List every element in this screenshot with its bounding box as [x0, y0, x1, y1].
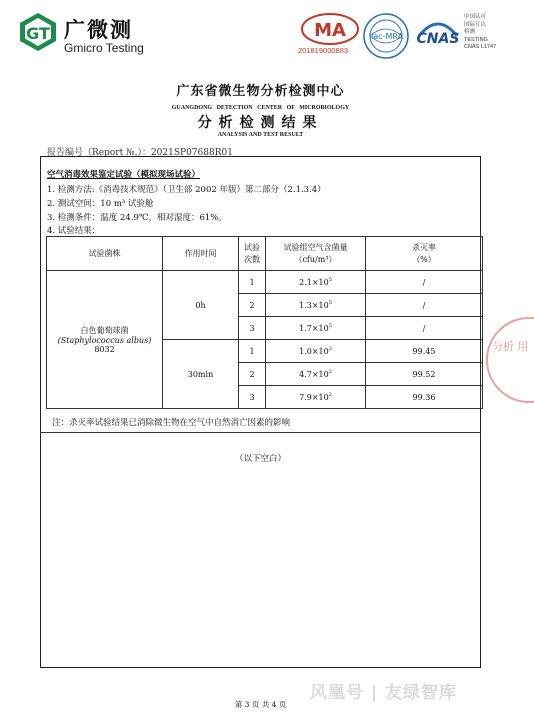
kill-rate-cell: /	[366, 317, 483, 340]
trial-cell: 2	[239, 294, 266, 317]
cnas-line: 检测	[464, 29, 476, 35]
content-frame	[40, 156, 481, 668]
watermark: 风凰号 | 友绿智库	[310, 683, 458, 703]
conc-exp: 5	[328, 300, 332, 306]
header-trial-line: 次数	[244, 254, 260, 264]
note-divider	[40, 432, 481, 433]
conc-exp: 2	[328, 369, 332, 375]
kill-rate-cell: 99.36	[366, 386, 483, 409]
conc-value: 1.0×10	[299, 347, 329, 356]
trial-cell: 2	[239, 363, 266, 386]
space-item: 2. 测试空间：10 m³ 试验舱	[47, 199, 154, 209]
cnas-mark-icon	[413, 16, 463, 56]
strain-cell	[47, 271, 163, 409]
company-name-en: Gmicro Testing	[64, 41, 144, 55]
kill-rate-cell: 99.45	[366, 340, 483, 363]
concentration-cell	[266, 317, 366, 340]
header-kill-rate	[366, 237, 483, 271]
table-row	[47, 271, 483, 294]
cma-number: 201819000883	[298, 46, 349, 55]
table-header-row	[47, 237, 483, 271]
conc-exp: 5	[328, 277, 332, 283]
report-title: 分析检测结果	[197, 115, 324, 131]
conc-exp: 5	[328, 323, 332, 329]
condition-item: 3. 检测条件：温度 24.9℃，相对湿度：61%。	[47, 213, 227, 223]
conc-value: 4.7×10	[299, 370, 329, 379]
kill-rate-cell: /	[366, 271, 483, 294]
conc-value: 1.3×10	[299, 301, 329, 310]
red-seal-icon	[484, 310, 534, 410]
cma-mark-icon	[300, 12, 360, 46]
concentration-cell	[266, 294, 366, 317]
header-concentration	[266, 237, 366, 271]
trial-cell: 3	[239, 386, 266, 409]
conc-value: 1.7×10	[299, 324, 329, 333]
conc-value: 2.1×10	[299, 278, 329, 287]
cnas-line: CNAS L1747	[464, 44, 497, 50]
trial-cell: 3	[239, 317, 266, 340]
time-cell: 30min	[163, 340, 239, 409]
results-table	[46, 236, 483, 409]
strain-name-cn: 白色葡萄球菌	[80, 326, 129, 335]
seal-text: 分析 用	[492, 340, 529, 353]
concentration-cell	[266, 363, 366, 386]
center-title-en: GUANGDONG DETECTION CENTER OF MICROBIOLOGY	[171, 105, 350, 111]
ilac-label: ilac-MRA	[368, 32, 404, 41]
kill-rate-cell: /	[366, 294, 483, 317]
section-title: 空气消毒效果鉴定试验（模拟现场试验）	[47, 170, 201, 180]
trial-cell: 1	[239, 340, 266, 363]
result-item: 4. 试验结果：	[47, 226, 101, 236]
header-trial	[239, 237, 266, 271]
company-name-cn: 广微测	[64, 18, 133, 42]
cnas-line: TESTING	[464, 36, 488, 43]
cnas-line: 中国认可	[464, 14, 487, 20]
svg-text:GT: GT	[26, 24, 50, 43]
cnas-caption	[464, 14, 519, 52]
blank-below: （以下空白）	[234, 454, 286, 464]
header-strain: 试验菌株	[47, 237, 163, 271]
strain-name-latin: (Staphylococcus albus)	[57, 336, 152, 345]
header-kill-line: 杀灭率	[412, 242, 436, 252]
header-time: 作用时间	[163, 237, 239, 271]
concentration-cell	[266, 386, 366, 409]
conc-exp: 3	[328, 346, 332, 352]
conc-exp: 2	[328, 392, 332, 398]
cnas-line: 国际互认	[464, 21, 487, 28]
header-trial-line: 试验	[244, 242, 260, 252]
ilac-mra-icon	[362, 12, 410, 60]
concentration-cell	[266, 271, 366, 294]
cnas-label: CNAS	[416, 31, 460, 47]
concentration-cell	[266, 340, 366, 363]
time-cell: 0h	[163, 271, 239, 340]
header-conc-line: 试验组空气含菌量	[283, 242, 348, 252]
center-title: 广东省微生物分析检测中心	[176, 84, 345, 99]
table-note: 注：杀灭率试验结果已消除微生物在空气中自然消亡因素的影响	[52, 418, 291, 428]
report-title-en: ANALYSIS AND TEST RESULT	[217, 132, 304, 138]
kill-rate-cell: 99.52	[366, 363, 483, 386]
method-item: 1. 检测方法:《消毒技术规范》（卫生部 2002 年版）第二部分（2.1.3.4）	[47, 185, 326, 195]
header-conc-line: （cfu/m³）	[294, 254, 337, 264]
strain-code: 8032	[94, 345, 115, 354]
trial-cell: 1	[239, 271, 266, 294]
cma-label: MA	[314, 20, 346, 41]
header-kill-line: （%）	[412, 254, 436, 264]
page-footer: 第 3 页 共 4 页	[234, 700, 287, 709]
report-number: 报告编号（Report №.）：2021SP07688R01	[47, 148, 233, 158]
conc-value: 7.9×10	[299, 393, 329, 402]
gmicro-logo-icon	[18, 12, 58, 52]
